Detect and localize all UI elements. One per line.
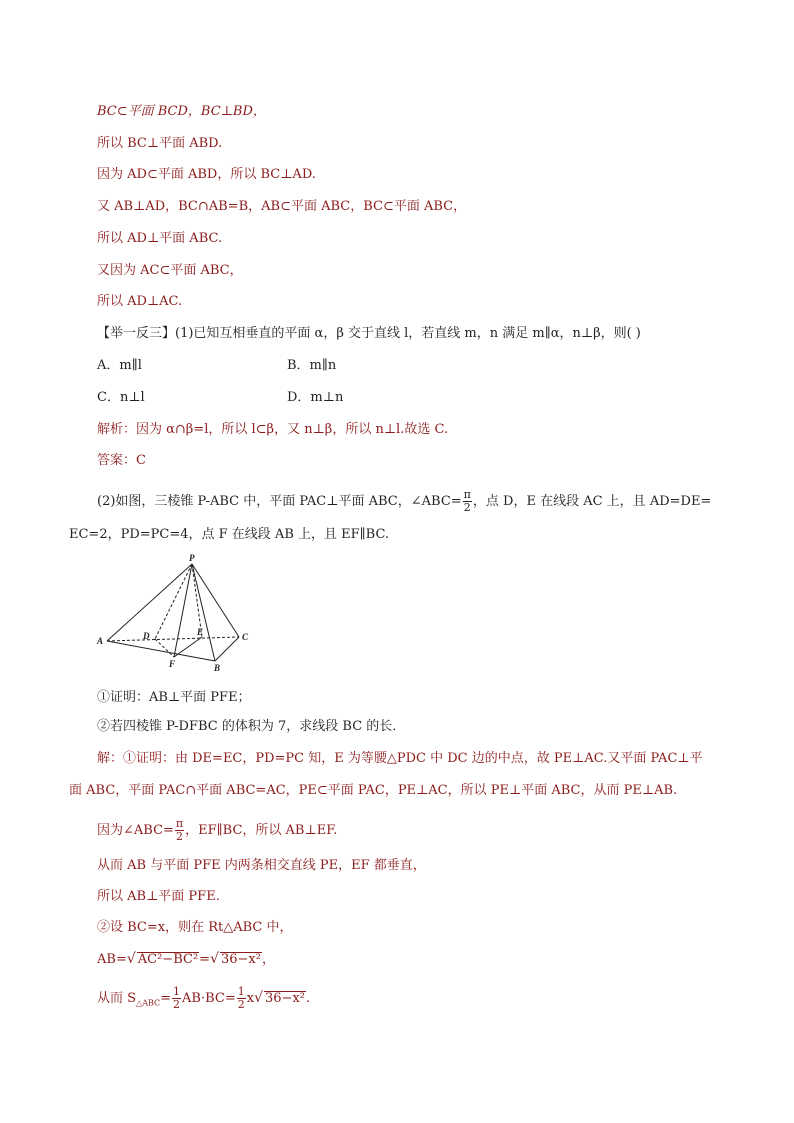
stem-part-a: (2)如图，三棱锥 P-ABC 中，平面 PAC⊥平面 ABC，∠ABC= <box>97 494 462 509</box>
sqrt-36-x2: 36−x² <box>221 952 261 967</box>
fraction-denominator: 2 <box>173 998 181 1011</box>
label-c: C <box>242 632 249 642</box>
one-half <box>172 986 181 1011</box>
label-f: F <box>169 659 176 669</box>
subscript-triangle-abc: △ABC <box>136 998 161 1008</box>
sol3-part-a: 因为∠ABC= <box>97 823 174 838</box>
proof-line-5: 所以 AD⊥平面 ABC. <box>97 231 223 246</box>
solution-line-7 <box>97 950 275 969</box>
sqrt-ac2-bc2: AC²−BC² <box>137 952 199 967</box>
edge-ac-hidden <box>107 637 239 641</box>
edge-bc <box>215 637 239 661</box>
pi-over-two <box>175 818 184 843</box>
sol7-lhs: AB= <box>97 952 127 967</box>
segment-pd-hidden <box>155 564 192 639</box>
question-2-part-2: ②若四棱锥 P-DFBC 的体积为 7，求线段 BC 的长． <box>97 719 406 734</box>
radical-sign: √ <box>210 951 219 967</box>
label-p: P <box>189 553 195 563</box>
proof-line-6: 又因为 AC⊂平面 ABC， <box>97 263 243 278</box>
solution-line-2: 面 ABC，平面 PAC∩平面 ABC=AC，PE⊂平面 PAC，PE⊥AC，所以 PE⊥平面 ABC，从而 PE⊥AB. <box>69 783 678 798</box>
proof-line-2: 所以 BC⊥平面 ABD. <box>97 136 223 151</box>
pi-over-two <box>463 489 472 514</box>
solution-line-3 <box>97 818 337 843</box>
comma: ， <box>261 952 275 967</box>
fraction-numerator: 1 <box>173 985 181 998</box>
option-b: B．m∥n <box>287 358 337 373</box>
fraction-denominator: 2 <box>176 830 184 843</box>
question-2-stem-line2: EC=2，PD=PC=4，点 F 在线段 AB 上，且 EF∥BC. <box>69 527 390 542</box>
option-c: C．n⊥l <box>97 390 145 405</box>
label-a: A <box>97 636 104 646</box>
equals-sign: = <box>160 991 172 1006</box>
option-d: D．m⊥n <box>287 390 344 405</box>
question-1-stem: 【举一反三】(1)已知互相垂直的平面 α，β 交于直线 l，若直线 m，n 满足 m∥α，n⊥β，则( ) <box>97 326 641 341</box>
fraction-numerator: π <box>463 488 471 501</box>
radical-sign: √ <box>254 990 264 1006</box>
answer-text: 答案：C <box>97 453 146 468</box>
question-2-stem-line1 <box>97 489 711 514</box>
solution-line-8 <box>97 986 310 1011</box>
fraction-denominator: 2 <box>463 501 471 514</box>
one-half <box>237 986 246 1011</box>
solution-line-6: ②设 BC=x，则在 Rt△ABC 中， <box>97 920 293 935</box>
fraction-numerator: π <box>175 817 184 830</box>
fraction-denominator: 2 <box>237 998 245 1011</box>
period: . <box>306 991 311 1006</box>
proof-line-1: BC⊂平面 BCD，BC⊥BD， <box>97 104 266 119</box>
solution-line-5: 所以 AB⊥平面 PFE. <box>97 889 220 904</box>
variable-x: x <box>246 991 255 1006</box>
fraction-numerator: 1 <box>237 985 245 998</box>
solution-line-1: 解：①证明：由 DE=EC，PD=PC 知，E 为等腰△PDC 中 DC 边的中点，故 PE⊥AC.又平面 PAC⊥平 <box>97 751 703 766</box>
pyramid-figure <box>95 553 255 673</box>
segment-df-hidden <box>155 639 174 657</box>
proof-line-7: 所以 AD⊥AC. <box>97 294 183 309</box>
segment-fe <box>174 637 202 657</box>
ab-times-bc: AB·BC= <box>182 991 236 1006</box>
analysis-text: 解析：因为 α∩β=l，所以 l⊂β，又 n⊥β，所以 n⊥l.故选 C. <box>97 422 449 437</box>
label-b: B <box>214 663 221 673</box>
label-d: D <box>143 631 150 641</box>
stem-part-b: ，点 D，E 在线段 AC 上，且 AD=DE= <box>472 494 712 509</box>
option-a: A．m∥l <box>97 358 142 373</box>
sol3-part-b: ，EF∥BC，所以 AB⊥EF. <box>185 823 338 838</box>
radical-sign: √ <box>126 951 136 967</box>
proof-line-3: 因为 AD⊂平面 ABD，所以 BC⊥AD. <box>97 167 316 182</box>
proof-line-4: 又 AB⊥AD，BC∩AB=B，AB⊂平面 ABC，BC⊂平面 ABC， <box>97 199 467 214</box>
edge-pb <box>192 564 215 661</box>
label-e: E <box>197 627 204 637</box>
solution-line-4: 从而 AB 与平面 PFE 内两条相交直线 PE，EF 都垂直， <box>97 858 426 873</box>
equals-sign: = <box>199 952 211 967</box>
question-2-part-1: ①证明：AB⊥平面 PFE； <box>97 690 251 705</box>
sqrt-36-x2: 36−x² <box>265 991 305 1006</box>
sol8-from-s: 从而 S <box>97 991 137 1006</box>
